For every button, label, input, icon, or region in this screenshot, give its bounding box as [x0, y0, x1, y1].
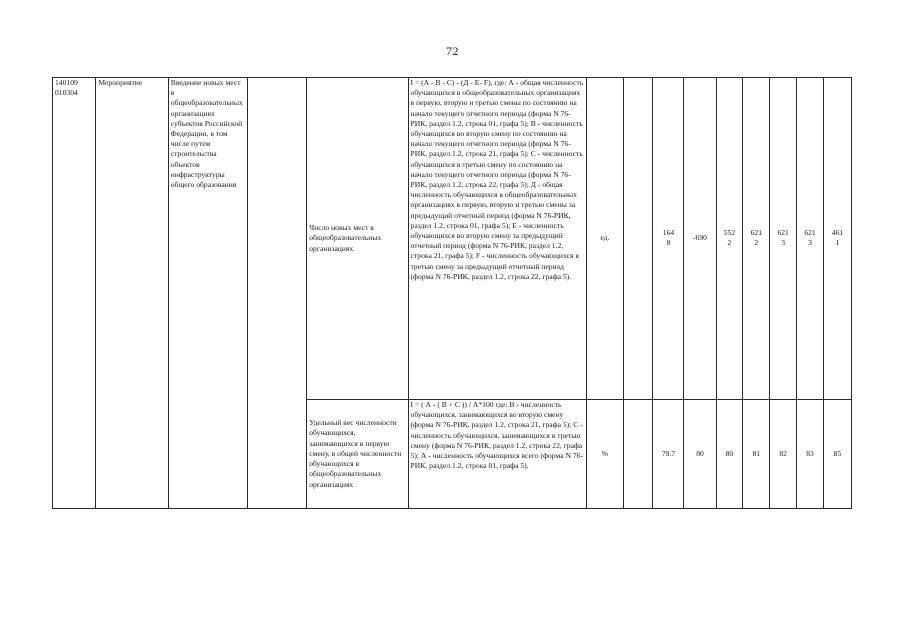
value-cell: 79.7 [653, 400, 684, 509]
event-type-cell: Мероприятие [96, 78, 168, 509]
indicator-name-cell: Удельный вес численности обучающихся, занимающихся в первую смену, в общей численности обучающихся в общеобразовательных организациях [307, 400, 408, 509]
value-cell: 461 1 [823, 78, 851, 400]
value-cell: 621 3 [770, 78, 797, 400]
value-cell: 82 [770, 400, 797, 509]
indicator-name-cell: Число новых мест в общеобразовательных организациях [307, 78, 408, 400]
value-cell: 80 [716, 400, 743, 509]
value-cell: 552 2 [716, 78, 743, 400]
indicator-formula-cell: I = (А - В - С) - (Д - Е- F), где: А - общая численность обучающихся в общеобразовательных организациях в первую, вторую и третью смены по состоянию на начало текущего отчетного периода (форма N 76-РИК, раздел 1.2, строка 01, графа 5); В - численность обучающихся во вторую смену по состоянию на начало текущего отчетного периода (форма N 76-РИК, раздел 1.2, строка 21, графа 5); С - численность обучающихся в третью смену по состоянию на начало текущего отчетного периода (форма N 76-РИК, раздел 1.2, строка 22, графа 5); Д - общая численность обучающихся в общеобразовательных организациях в первую, вторую и третью смены за предыдущий отчетный период (форма N 76-РИК, раздел 1.2, строка 01, графа 5); Е - численность обучающихся во вторую смену за предыдущий отчетный период (форма N 76-РИК, раздел 1.2, строка 21, графа 5); F - численность обучающихся в третью смену за предыдущий отчетный период (форма N 76-РИК, раздел 1.2, строка 22, графа 5). [408, 78, 587, 400]
unit-cell: ед. [587, 78, 623, 400]
page-number: 72 [446, 44, 459, 58]
value-cell: 85 [823, 400, 851, 509]
empty-cell [248, 78, 307, 509]
value-cell: 164 8 [653, 78, 684, 400]
indicator-table [52, 77, 852, 509]
empty-cell [623, 400, 653, 509]
value-cell: 81 [743, 400, 770, 509]
table-row [53, 78, 852, 400]
unit-cell: % [587, 400, 623, 509]
event-code-line2: 010304 [55, 88, 78, 98]
empty-cell [623, 78, 653, 400]
value-cell: 80 [684, 400, 716, 509]
event-code-cell [53, 78, 96, 509]
event-name-cell: Введение новых мест в общеобразовательных организациях субъектов Российской Федерации, в том числе путем строительства объектов инфраструктуры общего образования [168, 78, 248, 509]
event-code-line1: 140109 [55, 78, 78, 87]
value-cell: 621 2 [743, 78, 770, 400]
value-cell: 83 [797, 400, 824, 509]
value-cell: -690 [684, 78, 716, 400]
value-cell: 621 3 [797, 78, 824, 400]
indicator-formula-cell: I = ( А - ( В + С )) / А*100 где: В - численность обучающихся, занимающихся во вторую смену (форма N 76-РИК, раздел 1.2, строка 21, графа 5); С - численность обучающихся, занимающихся в третью смену (форма N 76-РИК, раздел 1.2, строка 22, графа 5); А - численность обучающихся всего (форма N 76-РИК, раздел 1.2, строка 01, графа 5). [408, 400, 587, 509]
